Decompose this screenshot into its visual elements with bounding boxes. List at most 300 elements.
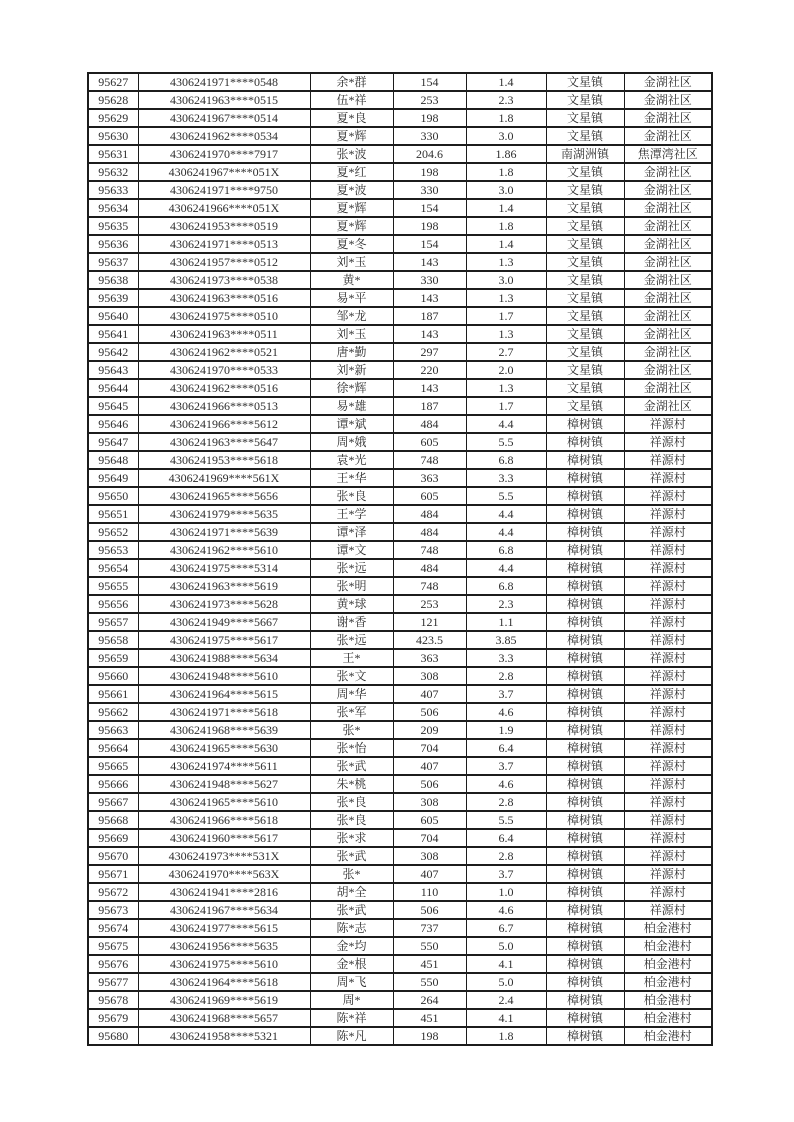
cell-seq: 95670: [88, 847, 138, 865]
cell-name: 朱*桃: [310, 775, 393, 793]
cell-amount: 484: [393, 415, 466, 433]
cell-village: 祥源村: [624, 433, 712, 451]
cell-name: 余*群: [310, 73, 393, 91]
cell-quantity: 6.8: [466, 451, 546, 469]
cell-quantity: 2.8: [466, 793, 546, 811]
cell-village: 柏金港村: [624, 955, 712, 973]
cell-village: 金湖社区: [624, 91, 712, 109]
cell-seq: 95677: [88, 973, 138, 991]
cell-seq: 95672: [88, 883, 138, 901]
cell-id-card: 4306241965****5656: [138, 487, 310, 505]
table-row: [88, 631, 712, 649]
cell-amount: 506: [393, 901, 466, 919]
cell-id-card: 4306241964****5618: [138, 973, 310, 991]
cell-seq: 95663: [88, 721, 138, 739]
cell-seq: 95651: [88, 505, 138, 523]
table-row: [88, 901, 712, 919]
cell-name: 谭*泽: [310, 523, 393, 541]
cell-quantity: 6.4: [466, 829, 546, 847]
cell-id-card: 4306241963****5619: [138, 577, 310, 595]
cell-name: 胡*全: [310, 883, 393, 901]
cell-amount: 198: [393, 109, 466, 127]
cell-village: 金湖社区: [624, 271, 712, 289]
cell-amount: 154: [393, 235, 466, 253]
cell-seq: 95660: [88, 667, 138, 685]
table-row: [88, 685, 712, 703]
cell-id-card: 4306241971****0548: [138, 73, 310, 91]
cell-amount: 143: [393, 379, 466, 397]
cell-seq: 95631: [88, 145, 138, 163]
cell-town: 文星镇: [546, 289, 624, 307]
cell-id-card: 4306241962****0534: [138, 127, 310, 145]
cell-quantity: 1.3: [466, 289, 546, 307]
cell-name: 王*华: [310, 469, 393, 487]
cell-quantity: 4.4: [466, 505, 546, 523]
cell-id-card: 4306241969****5619: [138, 991, 310, 1009]
cell-town: 樟树镇: [546, 577, 624, 595]
cell-amount: 363: [393, 469, 466, 487]
cell-amount: 253: [393, 595, 466, 613]
table-row: [88, 919, 712, 937]
table-row: [88, 325, 712, 343]
cell-name: 陈*凡: [310, 1027, 393, 1045]
cell-amount: 748: [393, 451, 466, 469]
cell-amount: 451: [393, 1009, 466, 1027]
table-row: [88, 883, 712, 901]
cell-amount: 330: [393, 271, 466, 289]
cell-quantity: 1.4: [466, 199, 546, 217]
cell-village: 祥源村: [624, 901, 712, 919]
cell-id-card: 4306241963****5647: [138, 433, 310, 451]
cell-id-card: 4306241966****051X: [138, 199, 310, 217]
cell-name: 周*华: [310, 685, 393, 703]
table-row: [88, 199, 712, 217]
cell-quantity: 2.4: [466, 991, 546, 1009]
cell-town: 樟树镇: [546, 721, 624, 739]
cell-id-card: 4306241967****051X: [138, 163, 310, 181]
cell-seq: 95632: [88, 163, 138, 181]
cell-id-card: 4306241968****5657: [138, 1009, 310, 1027]
cell-village: 祥源村: [624, 541, 712, 559]
cell-name: 黄*: [310, 271, 393, 289]
cell-quantity: 4.1: [466, 1009, 546, 1027]
cell-name: 陈*志: [310, 919, 393, 937]
cell-seq: 95627: [88, 73, 138, 91]
table-row: [88, 757, 712, 775]
cell-seq: 95654: [88, 559, 138, 577]
cell-id-card: 4306241973****531X: [138, 847, 310, 865]
cell-quantity: 3.0: [466, 181, 546, 199]
table-row: [88, 181, 712, 199]
cell-name: 夏*良: [310, 109, 393, 127]
cell-town: 樟树镇: [546, 973, 624, 991]
cell-town: 樟树镇: [546, 739, 624, 757]
cell-id-card: 4306241966****5612: [138, 415, 310, 433]
cell-seq: 95630: [88, 127, 138, 145]
cell-town: 樟树镇: [546, 469, 624, 487]
cell-town: 文星镇: [546, 325, 624, 343]
cell-town: 樟树镇: [546, 775, 624, 793]
cell-id-card: 4306241971****5618: [138, 703, 310, 721]
cell-town: 樟树镇: [546, 433, 624, 451]
cell-town: 文星镇: [546, 271, 624, 289]
cell-amount: 308: [393, 667, 466, 685]
cell-amount: 550: [393, 937, 466, 955]
cell-id-card: 4306241967****0514: [138, 109, 310, 127]
table-row: [88, 307, 712, 325]
cell-quantity: 1.4: [466, 235, 546, 253]
cell-seq: 95650: [88, 487, 138, 505]
cell-amount: 220: [393, 361, 466, 379]
cell-id-card: 4306241973****5628: [138, 595, 310, 613]
cell-seq: 95642: [88, 343, 138, 361]
cell-name: 张*求: [310, 829, 393, 847]
cell-town: 樟树镇: [546, 559, 624, 577]
cell-name: 张*怡: [310, 739, 393, 757]
cell-town: 文星镇: [546, 91, 624, 109]
cell-quantity: 2.7: [466, 343, 546, 361]
cell-quantity: 1.8: [466, 1027, 546, 1045]
cell-village: 柏金港村: [624, 919, 712, 937]
cell-village: 祥源村: [624, 829, 712, 847]
cell-seq: 95676: [88, 955, 138, 973]
cell-seq: 95638: [88, 271, 138, 289]
cell-village: 金湖社区: [624, 199, 712, 217]
table-row: [88, 559, 712, 577]
cell-quantity: 6.4: [466, 739, 546, 757]
cell-village: 金湖社区: [624, 289, 712, 307]
table-row: [88, 523, 712, 541]
cell-amount: 297: [393, 343, 466, 361]
cell-amount: 605: [393, 433, 466, 451]
cell-quantity: 4.6: [466, 703, 546, 721]
cell-amount: 407: [393, 757, 466, 775]
cell-town: 文星镇: [546, 361, 624, 379]
cell-seq: 95634: [88, 199, 138, 217]
cell-village: 祥源村: [624, 631, 712, 649]
cell-town: 南湖洲镇: [546, 145, 624, 163]
cell-village: 祥源村: [624, 505, 712, 523]
cell-quantity: 1.3: [466, 379, 546, 397]
cell-quantity: 3.0: [466, 271, 546, 289]
cell-id-card: 4306241953****0519: [138, 217, 310, 235]
cell-name: 张*远: [310, 631, 393, 649]
cell-name: 张*良: [310, 487, 393, 505]
cell-village: 金湖社区: [624, 397, 712, 415]
cell-village: 祥源村: [624, 649, 712, 667]
cell-village: 祥源村: [624, 667, 712, 685]
cell-village: 祥源村: [624, 739, 712, 757]
cell-seq: 95629: [88, 109, 138, 127]
cell-amount: 407: [393, 865, 466, 883]
cell-quantity: 2.3: [466, 91, 546, 109]
cell-town: 樟树镇: [546, 1009, 624, 1027]
cell-amount: 143: [393, 325, 466, 343]
cell-amount: 423.5: [393, 631, 466, 649]
cell-name: 周*娥: [310, 433, 393, 451]
cell-village: 祥源村: [624, 685, 712, 703]
cell-town: 樟树镇: [546, 937, 624, 955]
cell-name: 张*: [310, 721, 393, 739]
table-row: [88, 847, 712, 865]
cell-town: 樟树镇: [546, 415, 624, 433]
cell-town: 樟树镇: [546, 865, 624, 883]
cell-name: 张*良: [310, 811, 393, 829]
cell-amount: 550: [393, 973, 466, 991]
cell-town: 文星镇: [546, 253, 624, 271]
cell-quantity: 5.0: [466, 937, 546, 955]
table-row: [88, 721, 712, 739]
cell-quantity: 1.0: [466, 883, 546, 901]
cell-town: 文星镇: [546, 199, 624, 217]
cell-quantity: 3.3: [466, 469, 546, 487]
cell-quantity: 4.1: [466, 955, 546, 973]
cell-town: 樟树镇: [546, 451, 624, 469]
cell-quantity: 1.1: [466, 613, 546, 631]
cell-seq: 95680: [88, 1027, 138, 1045]
cell-name: 金*均: [310, 937, 393, 955]
cell-id-card: 4306241948****5610: [138, 667, 310, 685]
cell-name: 夏*波: [310, 181, 393, 199]
cell-seq: 95639: [88, 289, 138, 307]
cell-quantity: 1.4: [466, 73, 546, 91]
cell-id-card: 4306241979****5635: [138, 505, 310, 523]
cell-village: 祥源村: [624, 487, 712, 505]
cell-seq: 95666: [88, 775, 138, 793]
cell-seq: 95668: [88, 811, 138, 829]
cell-seq: 95675: [88, 937, 138, 955]
cell-id-card: 4306241962****0516: [138, 379, 310, 397]
cell-quantity: 1.3: [466, 253, 546, 271]
cell-town: 樟树镇: [546, 505, 624, 523]
cell-name: 张*波: [310, 145, 393, 163]
cell-seq: 95645: [88, 397, 138, 415]
cell-seq: 95656: [88, 595, 138, 613]
cell-name: 夏*红: [310, 163, 393, 181]
cell-id-card: 4306241969****561X: [138, 469, 310, 487]
cell-village: 金湖社区: [624, 127, 712, 145]
cell-id-card: 4306241963****0515: [138, 91, 310, 109]
cell-id-card: 4306241977****5615: [138, 919, 310, 937]
cell-name: 易*雄: [310, 397, 393, 415]
cell-id-card: 4306241975****5314: [138, 559, 310, 577]
table-row: [88, 703, 712, 721]
cell-town: 文星镇: [546, 343, 624, 361]
cell-name: 张*良: [310, 793, 393, 811]
cell-quantity: 6.8: [466, 541, 546, 559]
cell-village: 金湖社区: [624, 325, 712, 343]
cell-id-card: 4306241958****5321: [138, 1027, 310, 1045]
cell-seq: 95655: [88, 577, 138, 595]
cell-amount: 748: [393, 541, 466, 559]
cell-name: 张*文: [310, 667, 393, 685]
cell-village: 祥源村: [624, 865, 712, 883]
cell-amount: 506: [393, 775, 466, 793]
cell-quantity: 1.7: [466, 397, 546, 415]
cell-village: 柏金港村: [624, 1027, 712, 1045]
cell-quantity: 5.5: [466, 433, 546, 451]
cell-id-card: 4306241966****5618: [138, 811, 310, 829]
cell-town: 文星镇: [546, 163, 624, 181]
cell-seq: 95649: [88, 469, 138, 487]
cell-quantity: 1.86: [466, 145, 546, 163]
cell-name: 夏*辉: [310, 127, 393, 145]
cell-village: 祥源村: [624, 577, 712, 595]
table-row: [88, 91, 712, 109]
cell-village: 祥源村: [624, 595, 712, 613]
cell-name: 黄*球: [310, 595, 393, 613]
cell-amount: 704: [393, 739, 466, 757]
cell-seq: 95661: [88, 685, 138, 703]
cell-village: 祥源村: [624, 757, 712, 775]
cell-village: 柏金港村: [624, 937, 712, 955]
cell-amount: 748: [393, 577, 466, 595]
cell-seq: 95662: [88, 703, 138, 721]
table-row: [88, 793, 712, 811]
cell-town: 樟树镇: [546, 1027, 624, 1045]
cell-town: 樟树镇: [546, 829, 624, 847]
cell-village: 祥源村: [624, 523, 712, 541]
table-row: [88, 829, 712, 847]
table-row: [88, 613, 712, 631]
table-row: [88, 865, 712, 883]
table-row: [88, 811, 712, 829]
cell-village: 金湖社区: [624, 361, 712, 379]
cell-seq: 95628: [88, 91, 138, 109]
table-row: [88, 127, 712, 145]
cell-amount: 704: [393, 829, 466, 847]
cell-village: 金湖社区: [624, 307, 712, 325]
table-row: [88, 451, 712, 469]
cell-name: 谭*斌: [310, 415, 393, 433]
cell-village: 金湖社区: [624, 73, 712, 91]
cell-village: 祥源村: [624, 469, 712, 487]
cell-id-card: 4306241963****0511: [138, 325, 310, 343]
cell-id-card: 4306241949****5667: [138, 613, 310, 631]
cell-seq: 95640: [88, 307, 138, 325]
cell-seq: 95658: [88, 631, 138, 649]
table-row: [88, 235, 712, 253]
cell-quantity: 4.4: [466, 559, 546, 577]
table-row: [88, 469, 712, 487]
cell-name: 刘*玉: [310, 253, 393, 271]
cell-amount: 198: [393, 1027, 466, 1045]
cell-village: 柏金港村: [624, 991, 712, 1009]
cell-village: 金湖社区: [624, 163, 712, 181]
table-row: [88, 145, 712, 163]
records-tbody: [88, 73, 712, 1045]
cell-name: 周*飞: [310, 973, 393, 991]
cell-name: 周*: [310, 991, 393, 1009]
cell-name: 邹*龙: [310, 307, 393, 325]
cell-seq: 95637: [88, 253, 138, 271]
cell-quantity: 3.0: [466, 127, 546, 145]
cell-village: 祥源村: [624, 559, 712, 577]
table-row: [88, 577, 712, 595]
cell-town: 文星镇: [546, 73, 624, 91]
cell-village: 祥源村: [624, 883, 712, 901]
cell-name: 夏*辉: [310, 199, 393, 217]
table-row: [88, 361, 712, 379]
cell-id-card: 4306241975****5610: [138, 955, 310, 973]
cell-quantity: 5.5: [466, 811, 546, 829]
cell-village: 祥源村: [624, 703, 712, 721]
cell-seq: 95665: [88, 757, 138, 775]
cell-village: 柏金港村: [624, 973, 712, 991]
cell-quantity: 1.3: [466, 325, 546, 343]
cell-amount: 737: [393, 919, 466, 937]
cell-seq: 95669: [88, 829, 138, 847]
cell-seq: 95679: [88, 1009, 138, 1027]
table-row: [88, 163, 712, 181]
table-row: [88, 487, 712, 505]
table-row: [88, 1009, 712, 1027]
cell-name: 金*根: [310, 955, 393, 973]
table-row: [88, 667, 712, 685]
cell-id-card: 4306241988****5634: [138, 649, 310, 667]
cell-quantity: 3.3: [466, 649, 546, 667]
cell-quantity: 1.9: [466, 721, 546, 739]
table-row: [88, 397, 712, 415]
cell-quantity: 2.0: [466, 361, 546, 379]
cell-id-card: 4306241974****5611: [138, 757, 310, 775]
cell-town: 樟树镇: [546, 487, 624, 505]
cell-town: 樟树镇: [546, 703, 624, 721]
cell-seq: 95633: [88, 181, 138, 199]
cell-village: 祥源村: [624, 811, 712, 829]
cell-village: 金湖社区: [624, 181, 712, 199]
cell-name: 刘*玉: [310, 325, 393, 343]
cell-village: 祥源村: [624, 721, 712, 739]
cell-town: 樟树镇: [546, 667, 624, 685]
cell-id-card: 4306241971****9750: [138, 181, 310, 199]
cell-id-card: 4306241964****5615: [138, 685, 310, 703]
cell-village: 祥源村: [624, 613, 712, 631]
cell-town: 樟树镇: [546, 595, 624, 613]
cell-town: 文星镇: [546, 379, 624, 397]
cell-village: 金湖社区: [624, 343, 712, 361]
cell-id-card: 4306241967****5634: [138, 901, 310, 919]
table-row: [88, 73, 712, 91]
cell-quantity: 4.6: [466, 775, 546, 793]
cell-town: 樟树镇: [546, 883, 624, 901]
cell-town: 樟树镇: [546, 685, 624, 703]
cell-village: 金湖社区: [624, 253, 712, 271]
cell-amount: 264: [393, 991, 466, 1009]
cell-quantity: 4.6: [466, 901, 546, 919]
table-row: [88, 739, 712, 757]
cell-town: 樟树镇: [546, 811, 624, 829]
cell-amount: 253: [393, 91, 466, 109]
cell-town: 樟树镇: [546, 919, 624, 937]
cell-id-card: 4306241975****5617: [138, 631, 310, 649]
cell-seq: 95646: [88, 415, 138, 433]
cell-quantity: 3.85: [466, 631, 546, 649]
cell-name: 徐*辉: [310, 379, 393, 397]
cell-quantity: 5.5: [466, 487, 546, 505]
cell-seq: 95636: [88, 235, 138, 253]
cell-town: 樟树镇: [546, 649, 624, 667]
cell-town: 樟树镇: [546, 613, 624, 631]
cell-id-card: 4306241970****563X: [138, 865, 310, 883]
cell-quantity: 1.8: [466, 217, 546, 235]
table-row: [88, 379, 712, 397]
cell-name: 张*: [310, 865, 393, 883]
cell-amount: 143: [393, 289, 466, 307]
table-row: [88, 217, 712, 235]
cell-amount: 143: [393, 253, 466, 271]
cell-seq: 95643: [88, 361, 138, 379]
